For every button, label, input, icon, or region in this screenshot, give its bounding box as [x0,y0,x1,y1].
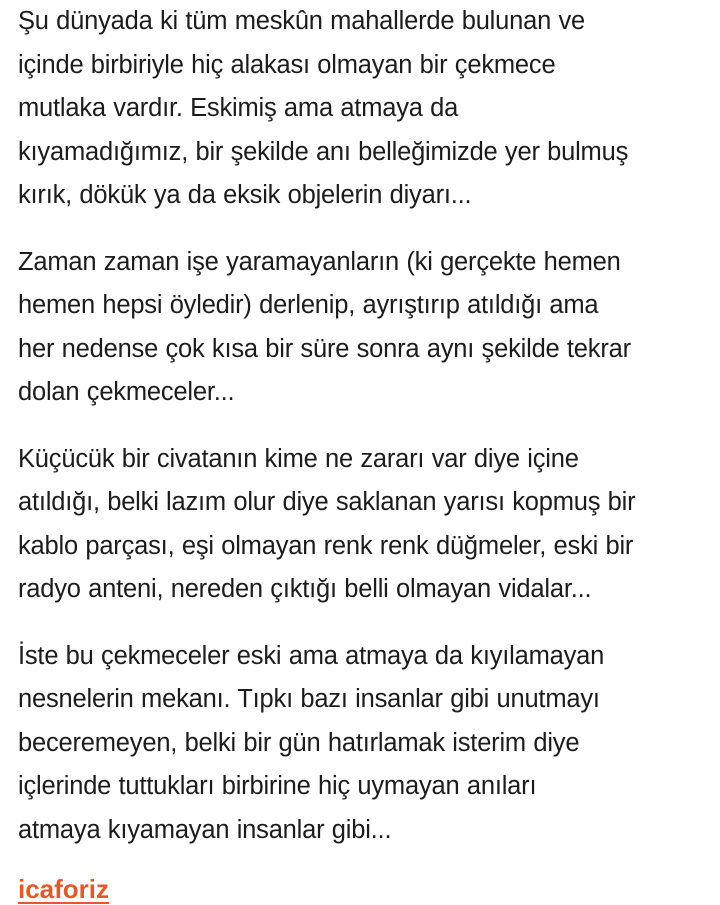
paragraph-3 [18,438,718,612]
text-line: her nedense çok kısa bir süre sonra aynı şekilde tekrar [18,334,631,363]
paragraph-2 [18,241,718,415]
text-line: Zaman zaman işe yaramayanların (ki gerçekte hemen [18,247,621,276]
author-link[interactable]: icaforiz [18,874,110,904]
text-line: radyo anteni, nereden çıktığı belli olmayan vidalar... [18,575,592,603]
text-line: Şu dünyada ki tüm meskûn mahallerde bulunan ve [18,7,585,35]
text-line: İste bu çekmeceler eski ama atmaya da kıyılamayan [18,641,605,670]
paragraph-4 [18,635,718,853]
text-line: dolan çekmeceler... [18,378,235,406]
text-line: kıyamadığımız, bir şekilde anı belleğimizde yer bulmuş [18,137,629,166]
text-line: beceremeyen, belki bir gün hatırlamak isterim diye [18,728,580,757]
text-line: atıldığı, belki lazım olur diye saklanan yarısı kopmuş bir [18,488,636,516]
paragraph-1 [18,0,718,218]
text-line: Küçücük bir civatanın kime ne zararı var diye içine [18,444,579,473]
text-line: kablo parçası, eşi olmayan renk renk düğmeler, eski bir [18,531,634,560]
text-line: içlerinde tuttukları birbirine hiç uymayan anıları [18,772,537,800]
post-body [18,0,718,875]
text-line: mutlaka vardır. Eskimiş ama atmaya da [18,94,459,122]
text-line: atmaya kıyamayan insanlar gibi... [18,815,392,844]
text-line: kırık, dökük ya da eksik objelerin diyarı... [18,181,472,209]
text-line: içinde birbiriyle hiç alakası olmayan bir çekmece [18,50,556,79]
text-line: hemen hepsi öyledir) derlenip, ayrıştırıp atıldığı ama [18,291,599,319]
text-line: nesnelerin mekanı. Tıpkı bazı insanlar gibi unutmayı [18,685,600,713]
